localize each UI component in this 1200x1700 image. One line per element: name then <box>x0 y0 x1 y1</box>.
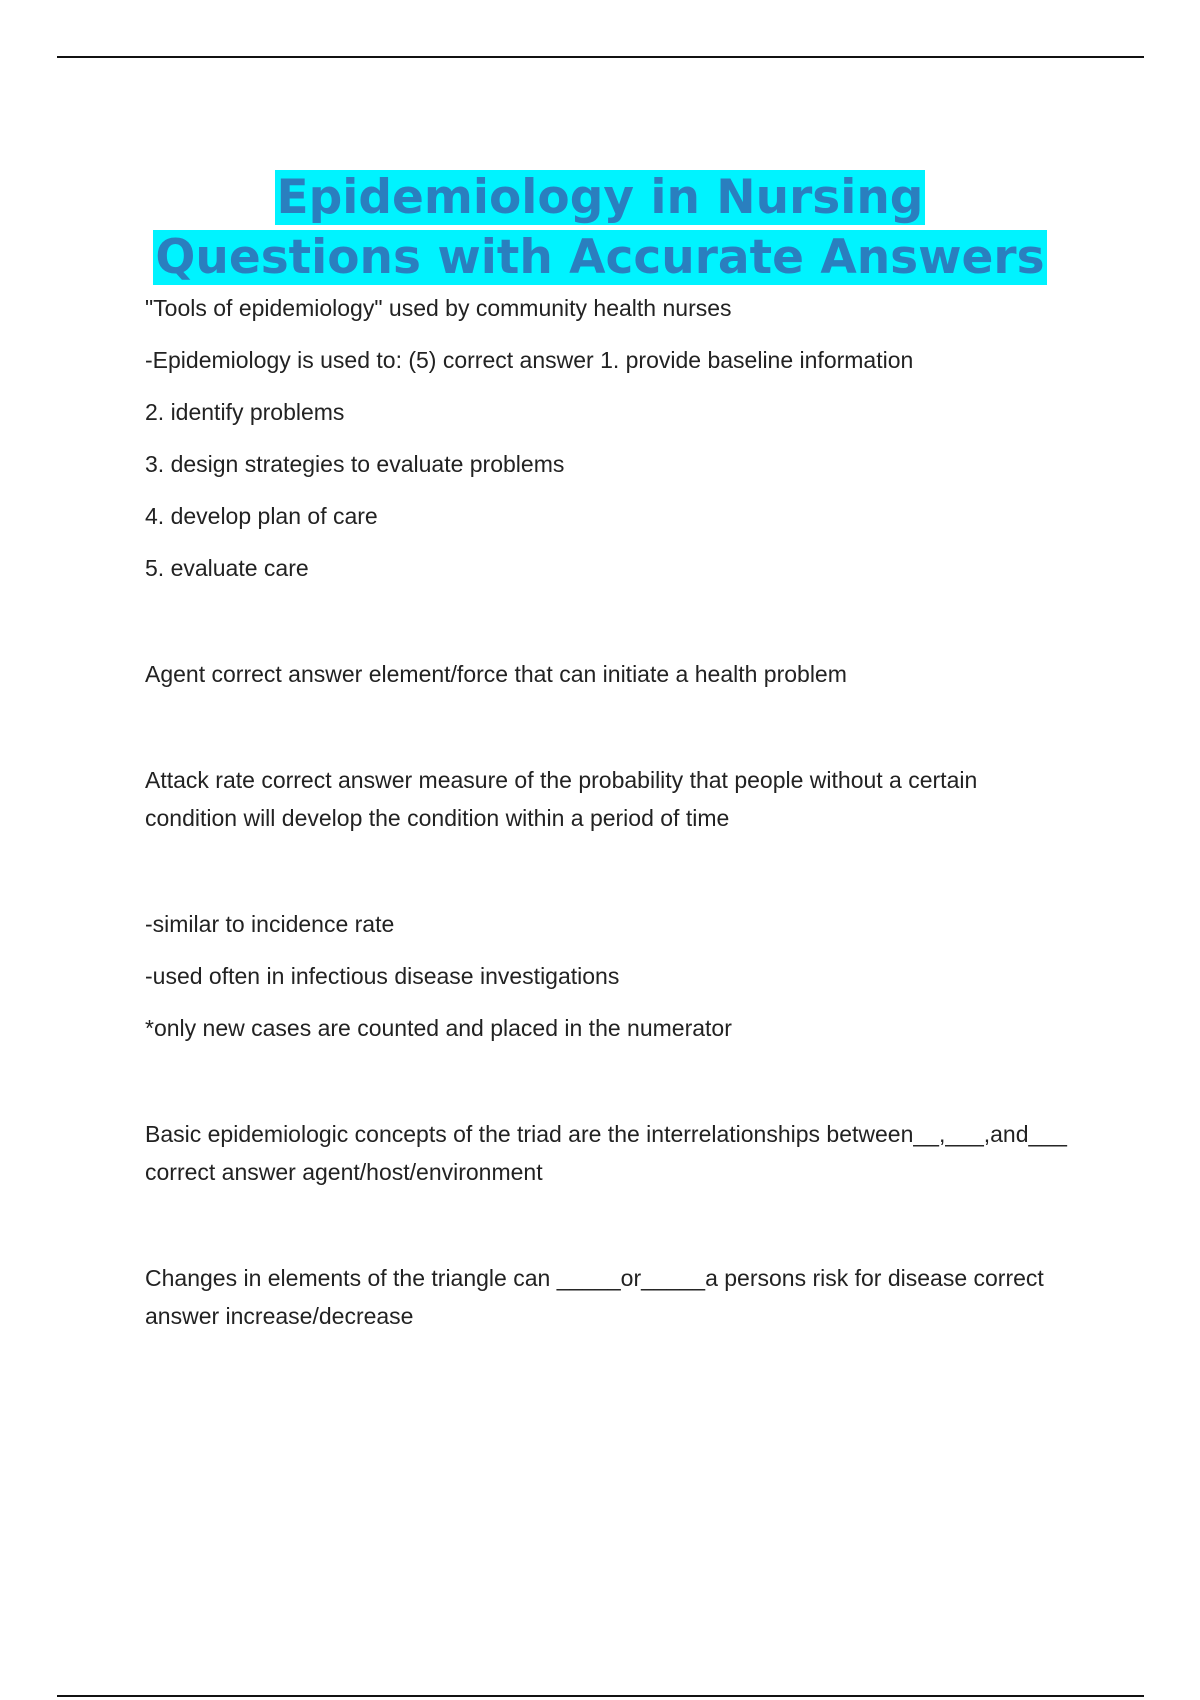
document-body <box>145 289 1075 1335</box>
list-item: *only new cases are counted and placed in the numerator <box>145 1015 732 1041</box>
header-rule <box>57 56 1144 58</box>
list-item: 3. design strategies to evaluate problems <box>145 451 565 477</box>
list-item: -similar to incidence rate <box>145 911 395 937</box>
paragraph-attack-rate: Attack rate correct answer measure of the probability that people without a certain condition will develop the condition within a period of time <box>145 767 978 831</box>
footer-rule <box>57 1695 1144 1697</box>
title-line-2: Questions with Accurate Answers <box>155 230 1045 285</box>
list-item: -used often in infectious disease investigations <box>145 963 620 989</box>
list-item: 2. identify problems <box>145 399 345 425</box>
title-line-1: Epidemiology in Nursing <box>276 170 924 225</box>
paragraph-triad: Basic epidemiologic concepts of the triad are the interrelationships between__,___,and___ correct answer agent/host/environment <box>145 1121 1067 1185</box>
document-title <box>0 168 1200 288</box>
paragraph-tools: "Tools of epidemiology" used by community health nurses <box>145 295 732 321</box>
paragraph-triangle: Changes in elements of the triangle can _____or_____a persons risk for disease correct answer increase/decrease <box>145 1265 1044 1329</box>
list-item: 4. develop plan of care <box>145 503 378 529</box>
paragraph-agent: Agent correct answer element/force that can initiate a health problem <box>145 661 847 687</box>
paragraph-uses: -Epidemiology is used to: (5) correct answer 1. provide baseline information <box>145 347 914 373</box>
list-item: 5. evaluate care <box>145 555 309 581</box>
